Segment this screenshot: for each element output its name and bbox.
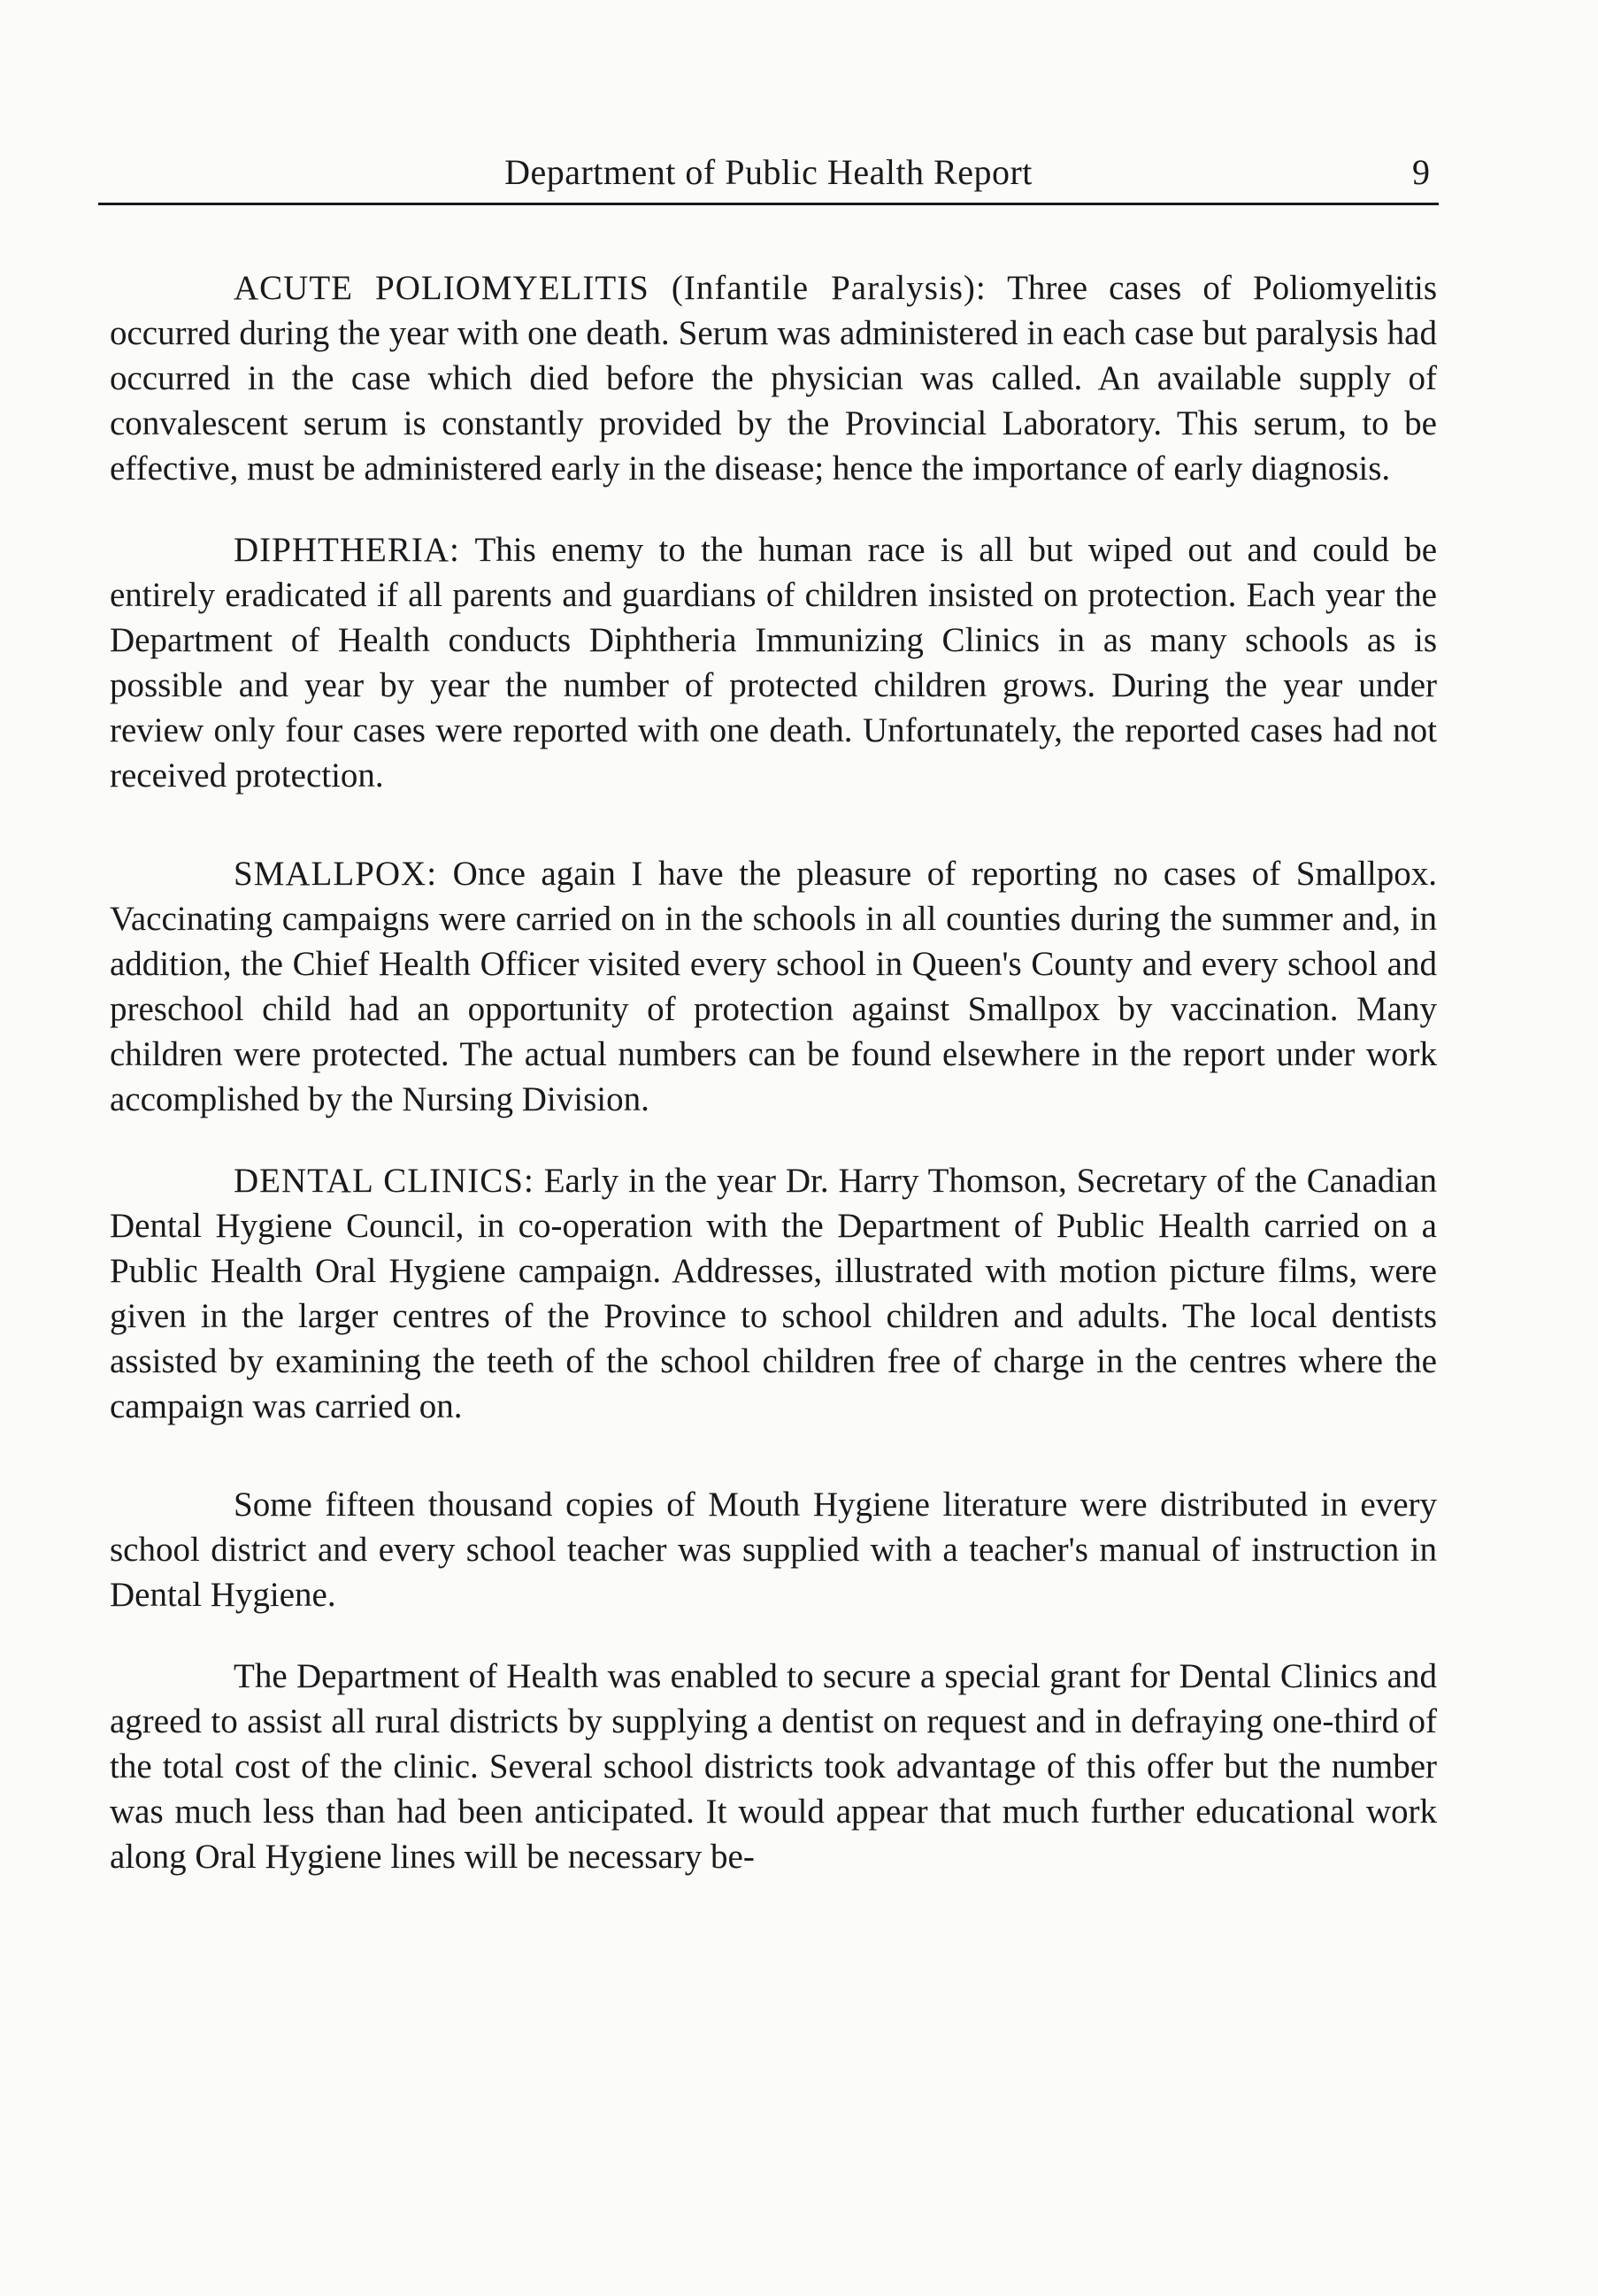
section-text: This enemy to the human race is all but wiped out and could be entirely eradicated if all parents and guardians of children insisted on protection. Each year the Department of Health conducts Diphtheria Immunizing Clinics in as many schools as is possible and year by year the number of protected children grows. During the year under review only four cases were reported with one death. Unfortunately, the reported cases had not received protection. [110,531,1437,795]
running-header [98,146,1439,205]
section-heading: ACUTE POLIOMYELITIS (Infantile Paralysis): [234,269,987,307]
body-text [110,265,1437,1916]
section-heading: DENTAL CLINICS: [234,1162,534,1200]
section-text: Early in the year Dr. Harry Thomson, Secretary of the Canadian Dental Hygiene Council, in co-operation with the Department of Public Health carried on a Public Health Oral Hygiene campaign. Addresses, illustrated with motion picture films, were given in the larger centres of the Province to school children and adults. The local dentists assisted by examining the teeth of the school children free of charge in the centres where the campaign was carried on. [110,1162,1438,1425]
paragraph-dental-grant: The Department of Health was enabled to secure a special grant for Dental Clinics and agreed to assist all rural districts by supplying a dentist on request and in defraying one-third of the total cost of the clinic. Several school districts took advantage of this offer but the number was much less than had been anticipated. It would appear that much further educational work along Oral Hygiene lines will be necessary be- [110,1657,1437,1876]
header-title: Department of Public Health Report [504,152,1033,192]
section-text: Three cases of Poliomyelitis occurred during the year with one death. Serum was administered in each case but paralysis had occurred in the case which died before the physician was called. An available supply of convalescent serum is constantly provided by the Provincial Laboratory. This serum, to be effective, must be administered early in the disease; hence the importance of early diagnosis. [110,269,1437,488]
section-dental-clinics [110,1158,1437,1429]
section-heading: DIPHTHERIA: [234,531,460,569]
section-acute-poliomyelitis [110,265,1437,491]
section-heading: SMALLPOX: [234,855,438,893]
page-number: 9 [1412,152,1430,192]
section-smallpox [110,851,1437,1122]
section-text: Once again I have the pleasure of reporting no cases of Smallpox. Vaccinating campaigns were carried on in the schools in all counties during the summer and, in addition, the Chief Health Officer visited every school in Queen's County and every school and preschool child had an opportunity of protection against Smallpox by vaccination. Many children were protected. The actual numbers can be found elsewhere in the report under work accomplished by the Nursing Division. [110,855,1437,1118]
paragraph-mouth-hygiene: Some fifteen thousand copies of Mouth Hygiene literature were distributed in every school district and every school teacher was supplied with a teacher's manual of instruction in Dental Hygiene. [110,1486,1437,1614]
section-diphtheria [110,527,1437,798]
